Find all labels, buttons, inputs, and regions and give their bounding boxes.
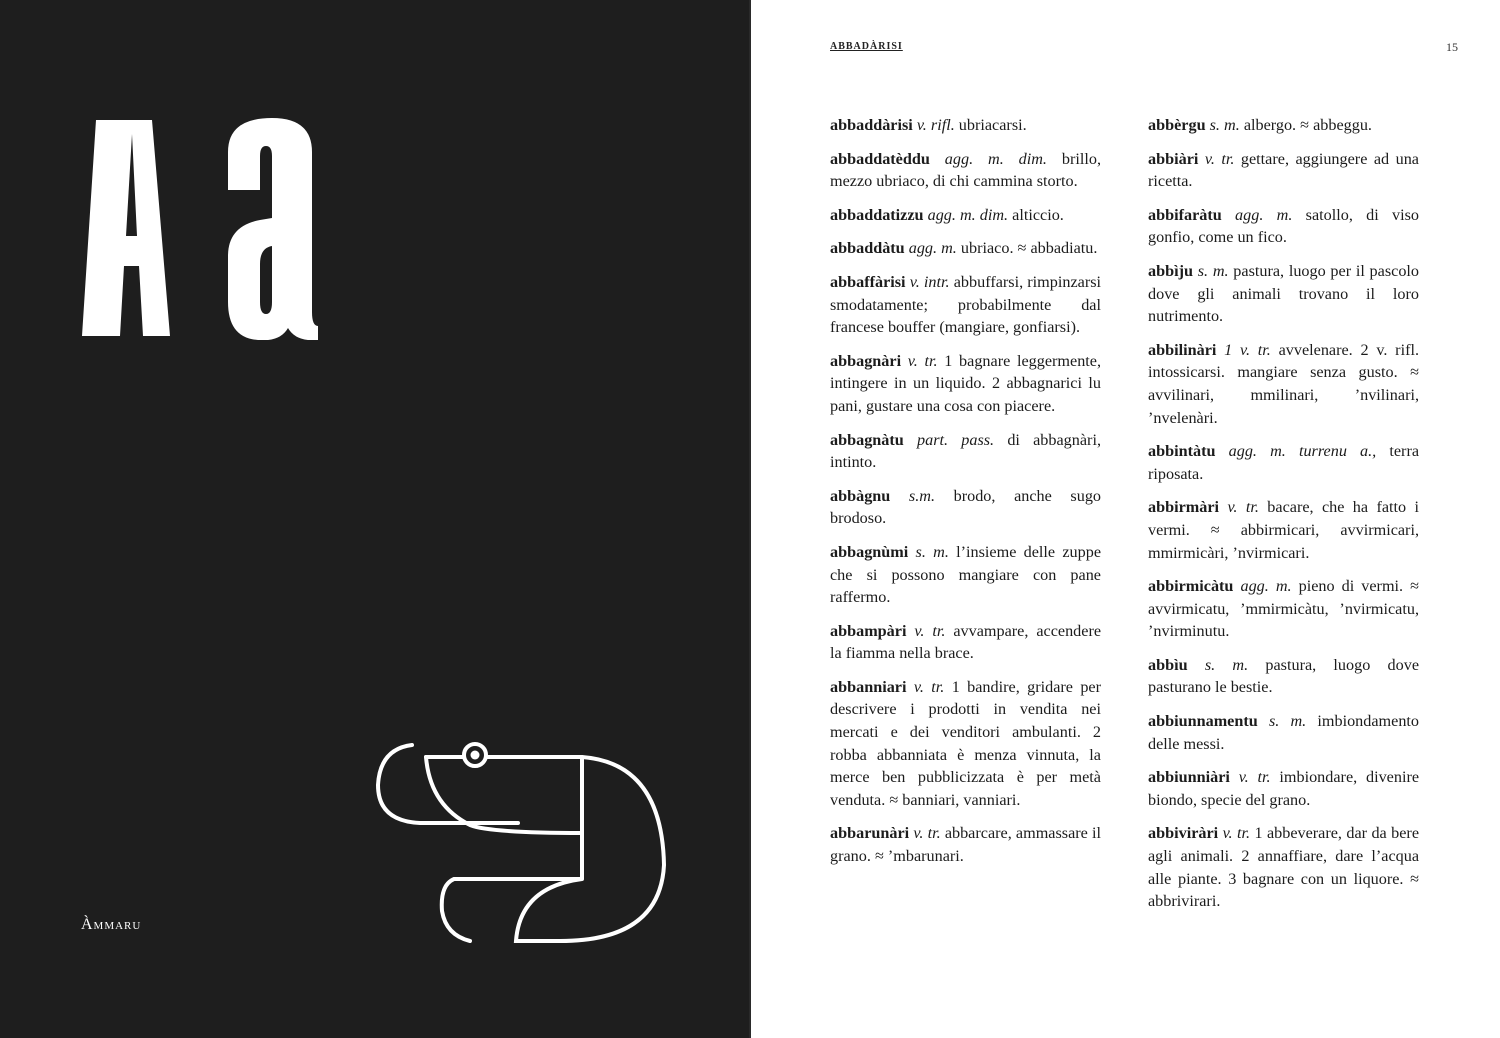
big-letters [82,116,342,340]
entry-headword: abbèrgu [1148,116,1206,134]
entry-grammar: s. m. [915,542,949,561]
dictionary-entry [1148,440,1419,485]
entry-grammar: agg. m. [1235,205,1293,224]
entry-headword: abbiunniàri [1148,768,1230,787]
entry-definition: pieno di vermi. ≈ avvirmicatu, ’mmirmicàtu, ’nvirmicatu, ’nvirminutu. [1148,577,1420,641]
dictionary-entry [830,114,1101,137]
dictionary-entry [830,541,1101,609]
entry-grammar: agg. m. turrenu a., [1228,442,1377,461]
entry-grammar: part. pass. [917,430,995,449]
entry-grammar: s. m. [1209,116,1240,134]
entry-grammar: v. tr. [913,677,945,696]
entry-headword: abbiviràri [1148,824,1219,843]
dictionary-entry [830,822,1101,867]
entry-headword: abbanniari [830,677,907,696]
entry-grammar: s. m. [1268,712,1307,731]
entry-headword: abbaddatizzu [830,205,924,224]
entry-headword: abbagnàri [830,351,902,370]
entry-definition: albergo. ≈ abbeggu. [1243,116,1372,134]
entry-definition: pastura, luogo per il pascolo dove gli animali trovano il loro nutrimento. [1148,261,1420,326]
entry-grammar: v. tr. [1222,824,1251,843]
entry-headword: abbaffàrisi [830,272,906,291]
entry-headword: abbifaràtu [1148,205,1222,224]
entry-grammar: v. tr. [1204,149,1235,168]
shrimp-illustration-icon [370,735,670,945]
dictionary-column-2 [1148,114,1419,924]
entry-definition: l’insieme delle zuppe che si possono mangiare con pane raffermo. [830,542,1102,607]
entry-definition: abbuffarsi, rimpinzarsi smodatamente; probabilmente dal francese bouffer (mangiare, gonfiarsi). [830,272,1102,337]
dictionary-entry [830,271,1101,339]
entry-headword: abbampàri [830,621,907,640]
entry-headword: abbìju [1148,261,1193,280]
entry-headword: abbilinàri [1148,340,1217,359]
dictionary-entry [1148,822,1419,912]
entry-headword: abbagnàtu [830,430,904,449]
entry-headword: abbaddàrisi [830,116,913,134]
dictionary-entry [1148,575,1419,643]
dictionary-entry [1148,710,1419,755]
illustration-caption: Àmmaru [81,916,142,933]
entry-headword: abbirmàri [1148,498,1220,517]
entry-grammar: 1 v. tr. [1224,340,1271,359]
entry-grammar: agg. m. dim. [927,205,1009,224]
entry-headword: abbiàri [1148,149,1199,168]
dictionary-entry [1148,260,1419,328]
entry-headword: abbàgnu [830,486,891,505]
dictionary-entry [1148,766,1419,811]
entry-definition: ubriaco. ≈ abbadiatu. [960,239,1098,258]
dictionary-entry [830,676,1101,812]
dictionary-entry [830,204,1101,227]
entry-headword: abbintàtu [1148,442,1216,461]
entry-grammar: s. m. [1197,261,1229,280]
entry-grammar: v. tr. [907,351,938,370]
entry-grammar: s.m. [908,486,936,505]
entry-grammar: v. rifl. [916,116,955,134]
dictionary-entry [830,429,1101,474]
entry-definition: alticcio. [1012,205,1064,224]
dictionary-entry [830,237,1101,260]
entry-headword: abbaddàtu [830,239,905,258]
entry-definition: brodo, anche sugo brodoso. [830,486,1102,528]
dictionary-entry [1148,654,1419,699]
entry-definition: 1 bandire, gridare per descrivere i prodotti in vendita nei mercati e dei venditori ambulanti. 2 robba abbanniata è menza vinnuta, la merce ben pubblicizzata è per metà venduta. ≈ banniari, vanniari. [830,677,1101,809]
entry-grammar: v. tr. [913,824,941,843]
running-head: ABBADÀRISI [830,41,903,52]
entry-headword: abbaddatèddu [830,149,930,168]
dictionary-column-1 [830,114,1101,879]
entry-definition: pastura, luogo dove pasturano le bestie. [1148,655,1419,697]
entry-definition: imbiondare, divenire biondo, specie del grano. [1148,768,1420,809]
entry-headword: abbiunnamentu [1148,712,1258,731]
entry-definition: satollo, di viso gonfio, come un fico. [1148,205,1420,247]
entry-definition: abbarcare, ammassare il grano. ≈ ’mbarunari. [830,824,1102,866]
dictionary-entry [1148,114,1419,137]
dictionary-entry [830,148,1101,193]
dictionary-entry [1148,148,1419,193]
big-letter-glyphs [82,116,342,340]
entry-grammar: agg. m. dim. [944,149,1047,168]
entry-grammar: s. m. [1204,655,1249,674]
entry-grammar: agg. m. [908,239,957,258]
entry-grammar: v. tr. [914,621,946,640]
entry-headword: abbarunàri [830,824,910,843]
entry-headword: abbirmicàtu [1148,577,1234,596]
entry-grammar: v. tr. [1227,498,1259,517]
entry-definition: terra riposata. [1148,442,1420,483]
entry-headword: abbìu [1148,655,1188,674]
page-number: 15 [1446,40,1458,54]
entry-definition: ubriacarsi. [958,116,1027,134]
entry-grammar: agg. m. [1240,577,1292,596]
entry-definition: gettare, aggiungere ad una ricetta. [1148,149,1419,191]
entry-definition: bacare, che ha fatto i vermi. ≈ abbirmicari, avvirmicari, mmirmicàri, ’nvirmicari. [1148,498,1420,562]
dictionary-entry [830,620,1101,665]
entry-definition: avvampare, accendere la fiamma nella brace. [830,621,1102,663]
entry-grammar: v. tr. [1238,768,1271,787]
entry-definition: 1 abbeverare, dar da bere agli animali. 2 annaffiare, dare l’acqua alle piante. 3 bagnare con un liquore. ≈ abbrivirari. [1148,824,1419,911]
entry-headword: abbagnùmi [830,542,909,561]
entry-definition: di abbagnàri, intinto. [830,430,1101,472]
entry-definition: brillo, mezzo ubriaco, di chi cammina storto. [830,149,1102,191]
entry-definition: imbiondamento delle messi. [1148,712,1420,753]
entry-definition: 1 bagnare leggermente, intingere in un liquido. 2 abbagnarici lu pani, gustare una cosa con piacere. [830,351,1102,415]
dictionary-entry [830,350,1101,418]
dictionary-entry [1148,204,1419,249]
right-page [751,0,1500,1038]
entry-grammar: v. intr. [909,272,950,291]
dictionary-entry [1148,339,1419,429]
entry-definition: avvelenare. 2 v. rifl. intossicarsi. mangiare senza gusto. ≈ avvilinari, mmilinari, ’nvilinari, ’nvelenàri. [1148,340,1420,427]
dictionary-entry [1148,496,1419,564]
dictionary-entry [830,485,1101,530]
